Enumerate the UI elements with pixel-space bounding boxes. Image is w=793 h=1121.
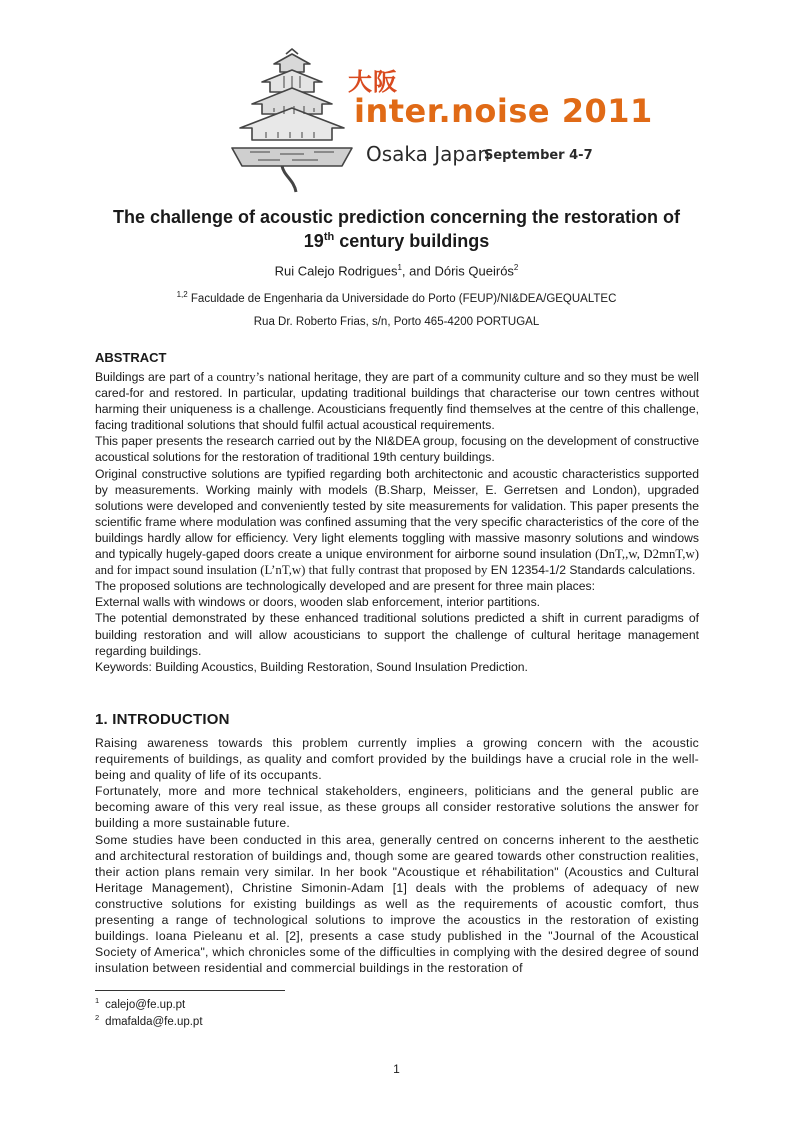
abstract-p1-rest: national heritage, they are part of a community culture and so they must be well cared-for and restored. In particular, updating traditional buildings that characterise our town centres without harming their uniqueness is a challenge. Acousticians frequently find themselves at the centre of this challenge, facing traditional solutions that should fulfil actual acoustical requirements. (95, 370, 699, 433)
affiliation (60, 290, 733, 305)
paper-title (60, 205, 733, 253)
section-heading-introduction: 1. INTRODUCTION (95, 711, 230, 728)
author-1-sup: 1 (397, 263, 402, 272)
title-line-1: The challenge of acoustic prediction concerning the restoration of (112, 207, 681, 227)
abstract-heading: ABSTRACT (95, 350, 167, 365)
author-1: Rui Calejo Rodrigues (274, 263, 398, 279)
introduction-body (95, 735, 699, 976)
author-joiner: , and (401, 263, 435, 279)
title-century: 19 (303, 231, 324, 251)
osaka-castle-icon (222, 48, 362, 194)
footnote-1 (95, 996, 185, 1011)
footnote-2-number: 2 (95, 1013, 100, 1022)
abstract-body (95, 369, 699, 675)
conference-location: Osaka Japan (366, 142, 491, 166)
abstract-p3-rest: EN 12354-1/2 Standards calculations. (487, 563, 696, 578)
abstract-p1-serif: a country’s (207, 370, 265, 384)
abstract-p3-serif: (DnT,,w, D2mnT,w) and for impact sound insulation (L’nT,w) that fully contrast that proposed by (95, 547, 699, 578)
author-2-sup: 2 (513, 263, 519, 272)
intro-paragraph: Raising awareness towards this problem currently implies a growing concern with the acoustic requirements of buildings, as quality and comfort provided by the buildings have a crucial role in the well-being and quality of life of its occupants. (95, 736, 699, 783)
abstract-paragraph (95, 466, 699, 579)
footnote-1-number: 1 (95, 996, 100, 1005)
abstract-p3-part: Original constructive solutions are typified regarding both architectonic and acoustic characteristics supported by measurements. Working mainly with models (B.Sharp, Meisser, E. Gerretsen and London), upgraded solutions were developed and conveniently tested by site measurements for validation. This paper presents the scientific frame where modulation was confined assuming that the very specific characteristics of the core of the buildings hardly allow for efficiency. Very light elements toggling with massive masonry solutions and windows and typically hugely-gaped doors create a unique environment for airborne sound insulation (95, 466, 699, 562)
page-number: 1 (393, 1062, 400, 1076)
footnote-1-email: calejo@fe.up.pt (105, 998, 186, 1011)
logo-kanji: 大阪 (348, 67, 398, 96)
keywords: Keywords: Building Acoustics, Building Restoration, Sound Insulation Prediction. (95, 659, 528, 674)
intro-paragraph: Fortunately, more and more technical stakeholders, engineers, politicians and the general public are becoming aware of this very real issue, as these groups all consider restorative solutions the answer for building a more sustainable future. (95, 784, 699, 831)
address: Rua Dr. Roberto Frias, s/n, Porto 465-4200 PORTUGAL (253, 316, 540, 328)
author-list (60, 263, 733, 278)
intro-paragraph: Some studies have been conducted in this area, generally centred on concerns inherent to the aesthetic and architectural restoration of buildings and, though some are geared towards other construction realities, their action plans remain very similar. In her book "Acoustique et réhabilitation" (Acoustics and Cultural Heritage Management), Christine Simonin-Adam [1] deals with the problems of adequacy of new constructive solutions for existing buildings as well as the requirements of acoustic comfort, thus presenting a range of technological solutions to improve the acoustics in the restoration of existing buildings. Ioana Pieleanu et al. [2], presents a case study published in the "Journal of the Acoustical Society of America", which chronicles some of the difficulties in complying with the desired degree of sound insulation between residential and commercial buildings in the restoration of (95, 832, 699, 976)
abstract-paragraph: This paper presents the research carried out by the NI&DEA group, focusing on the development of constructive acoustical solutions for the restoration of traditional 19th century buildings. (95, 434, 699, 465)
conference-dates: September 4-7 (484, 148, 593, 163)
abstract-paragraph: External walls with windows or doors, wooden slab enforcement, interior partitions. (95, 595, 541, 610)
abstract-paragraph: The proposed solutions are technologically developed and are present for three main places: (95, 579, 595, 594)
abstract-paragraph (95, 369, 699, 433)
conference-name: inter.noise 2011 (354, 92, 653, 130)
affiliation-sup: 1,2 (176, 290, 188, 299)
conference-logo (222, 48, 653, 194)
footnote-2 (95, 1013, 203, 1028)
footnote-2-email: dmafalda@fe.up.pt (105, 1015, 203, 1028)
title-line-2: century buildings (334, 231, 490, 251)
title-superscript: th (323, 231, 335, 243)
footnote-divider (95, 990, 285, 991)
abstract-p1-part: Buildings are part of (95, 370, 208, 384)
author-2: Dóris Queirós (434, 263, 514, 279)
affiliation-text: Faculdade de Engenharia da Universidade do Porto (FEUP)/NI&DEA/GEQUALTEC (190, 292, 617, 305)
abstract-paragraph: The potential demonstrated by these enhanced traditional solutions predicted a shift in current paradigms of building restoration and will allow acousticians to support the challenge of cultural heritage management regarding buildings. (95, 611, 699, 658)
